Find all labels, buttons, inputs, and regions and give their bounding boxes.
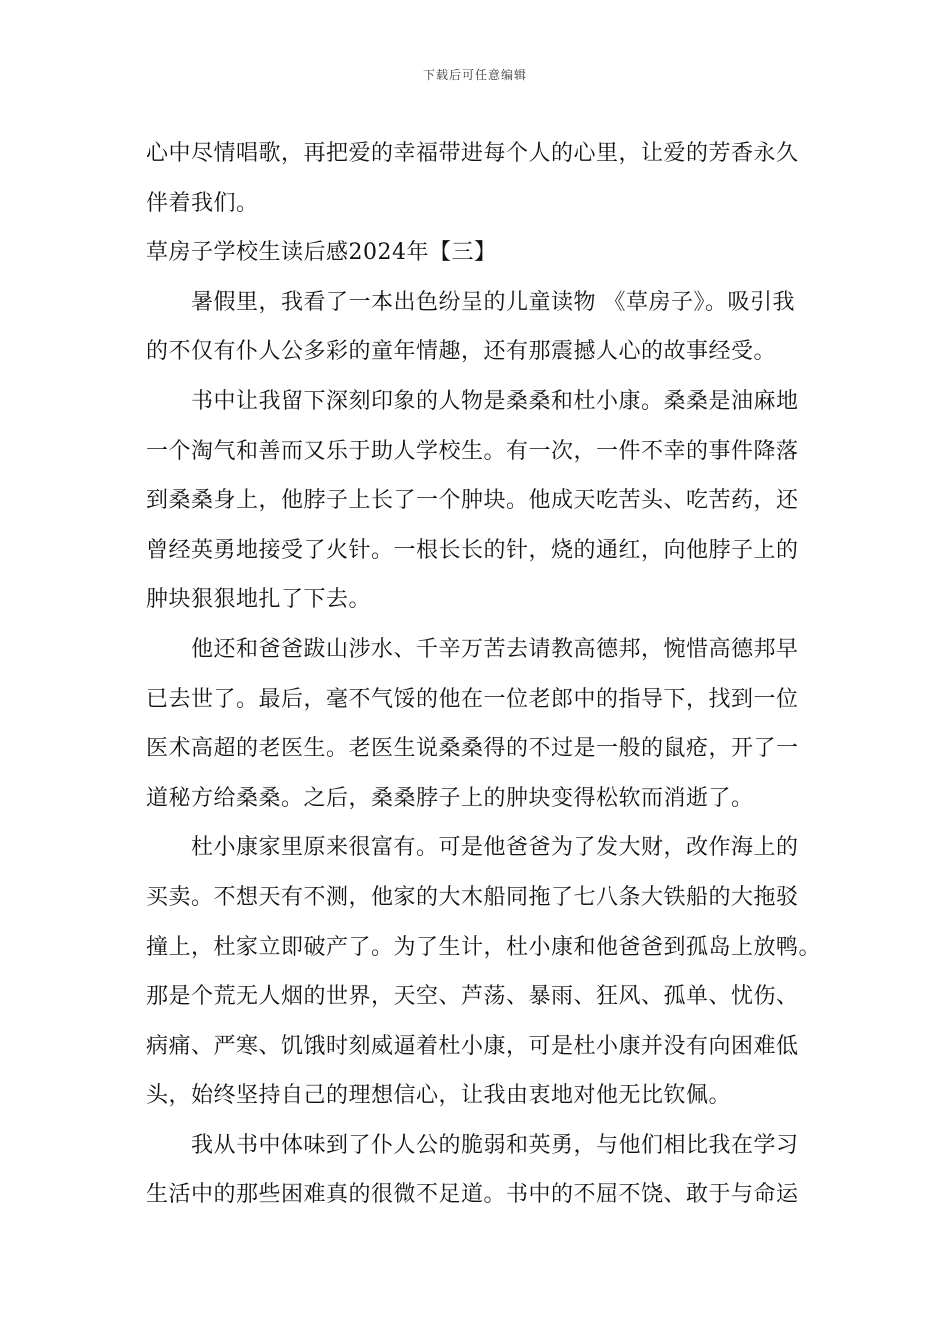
text-line: 心中尽情唱歌，再把爱的幸福带进每个人的心里，让爱的芳香永久	[146, 141, 799, 166]
paragraph-start: 暑假里，我看了一本出色纷呈的儿童读物 《草房子》。吸引我	[191, 289, 795, 315]
text-line: 已去世了。最后，毫不气馁的他在一位老郎中的指导下，找到一位	[146, 686, 799, 712]
paragraph-start: 杜小康家里原来很富有。可是他爸爸为了发大财，改作海上的	[191, 835, 799, 861]
paragraph-start: 他还和爸爸跋山涉水、千辛万苦去请教高德邦，惋惜高德邦早	[191, 636, 799, 662]
text-line: 曾经英勇地接受了火针。一根长长的针，烧的通红，向他脖子上的	[146, 537, 799, 563]
text-line: 伴着我们。	[146, 190, 259, 216]
text-line: 买卖。不想天有不测，他家的大木船同拖了七八条大铁船的大拖驳	[146, 884, 799, 910]
text-line: 那是个荒无人烟的世界，天空、芦荡、暴雨、狂风、孤单、忧伤、	[146, 984, 799, 1010]
text-line: 肿块狠狠地扎了下去。	[146, 587, 372, 613]
text-line: 医术高超的老医生。老医生说桑桑得的不过是一般的鼠疮，开了一	[146, 736, 799, 762]
text-line: 的不仅有仆人公多彩的童年情趣，还有那震撼人心的故事经受。	[146, 339, 777, 365]
paragraph-start: 我从书中体味到了仆人公的脆弱和英勇，与他们相比我在学习	[191, 1132, 799, 1158]
text-line: 撞上，杜家立即破产了。为了生计，杜小康和他爸爸到孤岛上放鸭。	[146, 934, 822, 960]
page-header: 下载后可任意编辑	[422, 68, 527, 82]
text-line: 一个淘气和善而又乐于助人学校生。有一次，一件不幸的事件降落	[146, 438, 799, 464]
text-line: 道秘方给桑桑。之后，桑桑脖子上的肿块变得松软而消逝了。	[146, 785, 754, 811]
document-body	[146, 129, 822, 1220]
paragraph-start: 书中让我留下深刻印象的人物是桑桑和杜小康。桑桑是油麻地	[191, 388, 799, 414]
text-line: 到桑桑身上，他脖子上长了一个肿块。他成天吃苦头、吃苦药，还	[146, 488, 799, 514]
section-heading: 草房子学校生读后感2024年【三】	[146, 240, 497, 266]
text-line: 头，始终坚持自己的理想信心，让我由衷地对他无比钦佩。	[146, 1083, 732, 1109]
text-line: 生活中的那些困难真的很微不足道。书中的不屈不饶、敢于与命运	[146, 1182, 799, 1208]
text-line: 病痛、严寒、饥饿时刻威逼着杜小康，可是杜小康并没有向困难低	[146, 1033, 799, 1059]
